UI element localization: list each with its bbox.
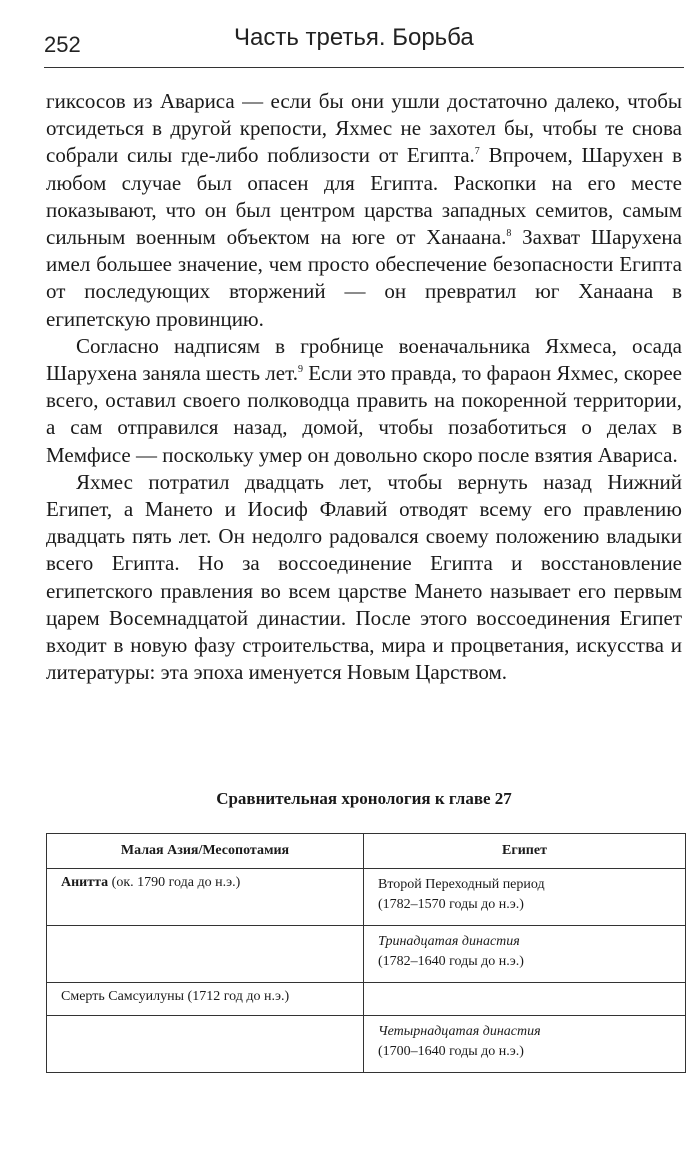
paragraph-3 bbox=[46, 469, 682, 687]
table-caption: Сравнительная хронология к главе 27 bbox=[216, 789, 512, 808]
header-rule bbox=[44, 67, 684, 68]
cell-period-name: Второй Переходный период bbox=[378, 877, 545, 892]
cell-dynasty-dates: (1700–1640 годы до н.э.) bbox=[378, 1044, 524, 1059]
table-cell-left bbox=[47, 1016, 364, 1073]
footnote-ref-7[interactable]: 7 bbox=[474, 146, 480, 158]
paragraph-2-part-a: Согласно надписям в гробнице военачальника Яхмеса, осада Шарухена заняла шесть лет. bbox=[46, 333, 682, 386]
table-row bbox=[47, 926, 686, 983]
table-cell-left bbox=[47, 983, 364, 1016]
table-row bbox=[47, 983, 686, 1016]
table-cell-left bbox=[47, 869, 364, 926]
paragraph-2 bbox=[46, 333, 682, 469]
cell-dynasty-name: Тринадцатая династия bbox=[378, 934, 520, 949]
table-cell-right bbox=[364, 926, 686, 983]
running-title: Часть третья. Борьба bbox=[234, 24, 474, 51]
cell-period-dates: (1782–1570 годы до н.э.) bbox=[378, 897, 524, 912]
table-cell-right bbox=[364, 869, 686, 926]
paragraph-1-part-a: гиксосов из Авариса — если бы они ушли достаточно далеко, чтобы отсидеться в другой крепости, Яхмес не захотел бы, чтобы те снова собрали силы где-либо поблизости от Египта. bbox=[46, 89, 682, 168]
table-cell-left bbox=[47, 926, 364, 983]
cell-dynasty-dates: (1782–1640 годы до н.э.) bbox=[378, 954, 524, 969]
paragraph-2-part-b: Если это правда, то фараон Яхмес, скорее всего, оставил своего полководца править на покоренной территории, а сам отправился назад, домой, чтобы позаботиться о делах в Мемфисе — поскольку умер он довольно скоро после взятия Авариса. bbox=[46, 361, 683, 467]
cell-text: Смерть Самсуилуны (1712 год до н.э.) bbox=[61, 989, 290, 1004]
table-cell-right bbox=[364, 983, 686, 1016]
paragraph-3-text: Яхмес потратил двадцать лет, чтобы вернуть назад Нижний Египет, а Мането и Иосиф Флавий отводят всему его правлению двадцать пять лет. Он недолго радовался своему положению владыки всего Египта. Но за воссоединение Египта и восстановление египетского правления во всем царстве Мането называет его первым царем Восемнадцатой династии. После этого воссоединения Египет входит в новую фазу строительства, мира и процветания, искусства и литературы: эта эпоха именуется Новым Царством. bbox=[46, 469, 682, 685]
cell-bold-name: Анитта bbox=[61, 875, 109, 890]
body-text bbox=[46, 88, 682, 686]
cell-dynasty-name: Четырнадцатая династия bbox=[378, 1024, 541, 1039]
cell-text: (ок. 1790 года до н.э.) bbox=[108, 875, 241, 890]
page-number: 252 bbox=[44, 32, 81, 57]
paragraph-1-part-c: Захват Шарухена имел большее значение, чем просто обеспечение безопасности Египта от последующих вторжений — он превратил юг Ханаана в египетскую провинцию. bbox=[46, 225, 682, 331]
table-row bbox=[47, 869, 686, 926]
chronology-table bbox=[46, 833, 686, 1073]
paragraph-1-part-b: Впрочем, Шарухен в любом случае был опасен для Египта. Раскопки на его месте показывают, что он был центром царства западных семитов, самым сильным военным объектом на юге от Ханаана. bbox=[46, 143, 682, 250]
table-header-row bbox=[47, 834, 686, 869]
footnote-ref-9[interactable]: 9 bbox=[297, 364, 303, 376]
page-header bbox=[44, 22, 684, 62]
table-cell-right bbox=[364, 1016, 686, 1073]
footnote-ref-8[interactable]: 8 bbox=[506, 228, 512, 240]
paragraph-1 bbox=[46, 88, 682, 333]
table-row bbox=[47, 1016, 686, 1073]
column-header-mesopotamia: Малая Азия/Месопотамия bbox=[47, 834, 364, 869]
column-header-egypt: Египет bbox=[364, 834, 686, 869]
